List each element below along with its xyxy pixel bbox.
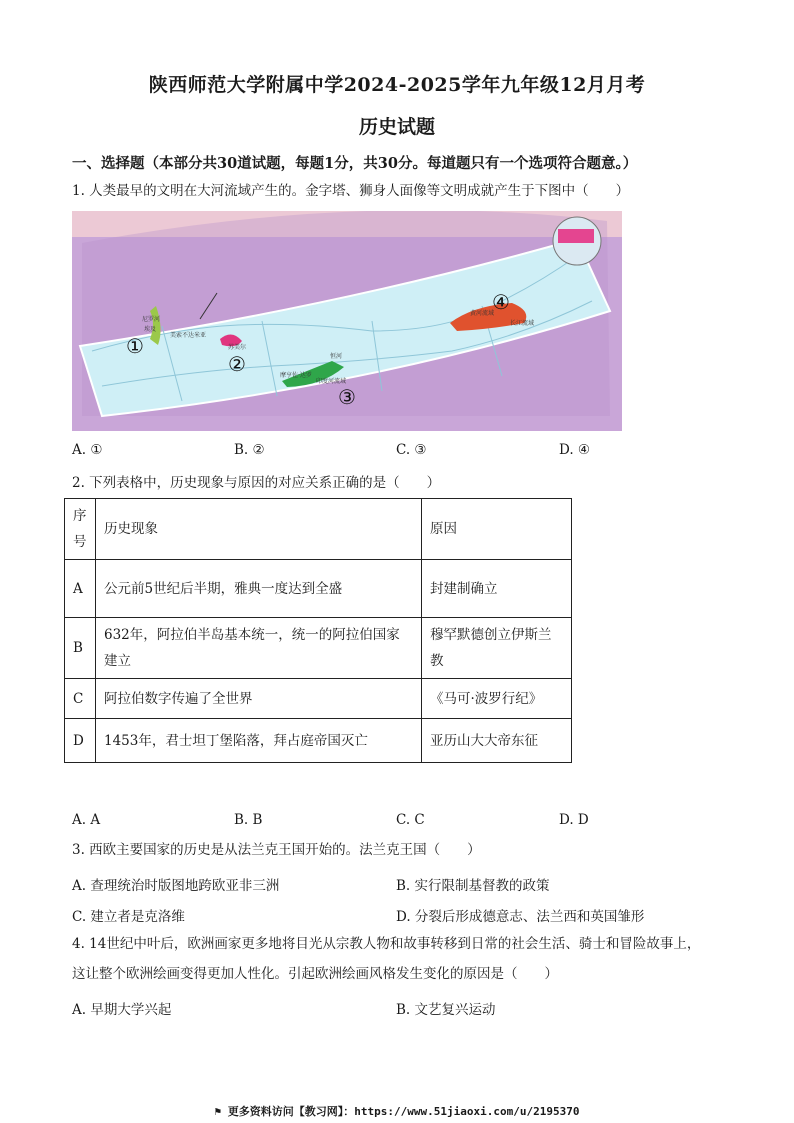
label-indus: 印度河流域 — [316, 378, 347, 385]
question-1-stem: 1. 人类最早的文明在大河流域产生的。金字塔、狮身人面像等文明成就产生于下图中（ ） — [72, 183, 630, 199]
label-egypt: 埃及 — [144, 326, 157, 333]
q1-option-b[interactable]: B. ② — [234, 442, 265, 458]
table-cell: D — [65, 719, 96, 763]
footer-text[interactable]: 更多资料访问【教习网】：https://www.51jiaoxi.com/u/2195370 — [227, 1105, 580, 1118]
q3-option-c[interactable]: C. 建立者是克洛维 — [72, 909, 185, 925]
question-2-stem: 2. 下列表格中，历史现象与原因的对应关系正确的是（ ） — [72, 475, 441, 491]
table-cell: 封建制确立 — [422, 560, 572, 618]
flag-icon: ⚑ — [214, 1105, 228, 1118]
table-cell: B — [65, 618, 96, 679]
q2-option-a[interactable]: A. A — [72, 812, 101, 828]
table-cell: 亚历山大大帝东征 — [422, 719, 572, 763]
q1-option-a[interactable]: A. ① — [72, 442, 103, 458]
q3-option-d[interactable]: D. 分裂后形成德意志、法兰西和英国雏形 — [396, 909, 645, 925]
table-cell: 公元前5世纪后半期，雅典一度达到全盛 — [96, 560, 422, 618]
section-heading: 一、选择题（本部分共30道试题，每题1分，共30分。每道题只有一个选项符合题意。） — [72, 155, 638, 172]
label-sumer: 苏美尔 — [228, 344, 247, 351]
table-header-cell: 历史现象 — [96, 499, 422, 560]
page-subtitle: 历史试题 — [358, 116, 435, 138]
table-row — [65, 560, 572, 618]
footer-link[interactable] — [0, 1103, 794, 1119]
history-table — [64, 498, 572, 763]
q1-option-c[interactable]: C. ③ — [396, 442, 427, 458]
q4-option-a[interactable]: A. 早期大学兴起 — [72, 1002, 172, 1018]
table-cell: A — [65, 560, 96, 618]
marker-1: ① — [126, 334, 144, 358]
question-3-stem: 3. 西欧主要国家的历史是从法兰克王国开始的。法兰克王国（ ） — [72, 842, 481, 858]
table-header-row — [65, 499, 572, 560]
marker-2: ② — [228, 352, 246, 376]
q2-option-d[interactable]: D. D — [559, 812, 589, 828]
q1-option-d[interactable]: D. ④ — [559, 442, 591, 458]
q4-stem-line1: 4. 14世纪中叶后，欧洲画家更多地将目光从宗教人物和故事转移到日常的社会生活、骑士和冒险故事上， — [72, 936, 701, 952]
table-cell: 632年，阿拉伯半岛基本统一，统一的阿拉伯国家建立 — [96, 618, 422, 679]
globe-highlight — [558, 229, 594, 243]
table-cell: C — [65, 679, 96, 719]
label-yangtze: 长江流域 — [510, 320, 535, 327]
q2-option-c[interactable]: C. C — [396, 812, 425, 828]
table-row — [65, 719, 572, 763]
label-mesopotamia: 美索不达米亚 — [170, 332, 207, 339]
label-nile: 尼罗河 — [142, 316, 161, 323]
table-cell: 穆罕默德创立伊斯兰教 — [422, 618, 572, 679]
q2-option-b[interactable]: B. B — [234, 812, 263, 828]
table-row — [65, 618, 572, 679]
question-4-stem — [72, 929, 724, 989]
page-title: 陕西师范大学附属中学2024-2025学年九年级12月月考 — [148, 74, 646, 96]
label-ganges: 恒河 — [330, 353, 343, 360]
table-row — [65, 679, 572, 719]
q3-option-b[interactable]: B. 实行限制基督教的政策 — [396, 878, 550, 894]
table-cell: 阿拉伯数字传遍了全世界 — [96, 679, 422, 719]
table-header-cell: 原因 — [422, 499, 572, 560]
table-header-cell: 序号 — [65, 499, 96, 560]
marker-4: ④ — [492, 290, 510, 314]
civilization-map — [72, 211, 622, 431]
table-cell: 《马可·波罗行纪》 — [422, 679, 572, 719]
q4-stem-line2: 这让整个欧洲绘画变得更加人性化。引起欧洲绘画风格发生变化的原因是（ ） — [72, 966, 558, 982]
q4-option-b[interactable]: B. 文艺复兴运动 — [396, 1002, 496, 1018]
table-cell: 1453年，君士坦丁堡陷落，拜占庭帝国灭亡 — [96, 719, 422, 763]
marker-3: ③ — [338, 385, 356, 409]
q3-option-a[interactable]: A. 查理统治时版图地跨欧亚非三洲 — [72, 878, 280, 894]
label-mohenjo: 摩亨佐·达罗 — [280, 372, 312, 379]
label-yellow-river: 黄河流域 — [470, 310, 495, 317]
